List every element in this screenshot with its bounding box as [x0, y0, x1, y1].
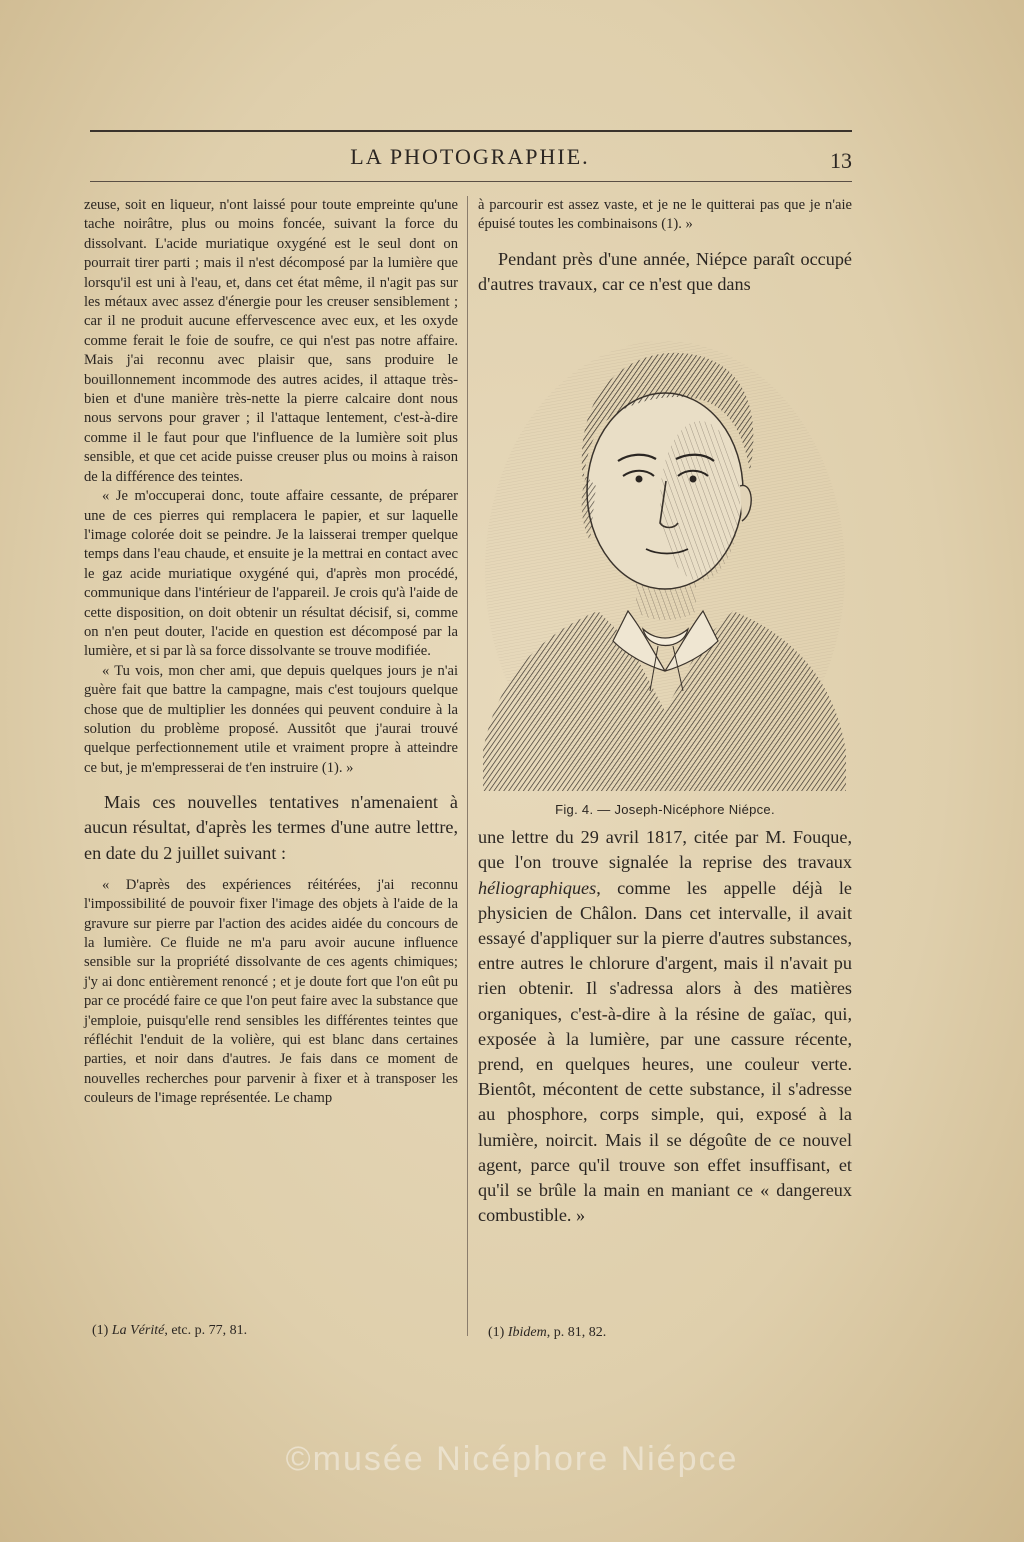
watermark: ©musée Nicéphore Niépce: [285, 1440, 739, 1478]
footnote-left-number: (1): [92, 1323, 109, 1338]
letter-paragraph-3: « Tu vois, mon cher ami, que depuis quelques jours je n'ai guère fait que battre la campagne, mais c'est toujours quelque chose que de multiplier les données qui peuvent conduire à la solution du problème proposé. Aussitôt que j'aurai trouvé quelque perfectionnement utile et vraiment propre à atteindre ce but, je m'empresserai de t'en instruire (1). »: [84, 662, 458, 776]
column-divider: [467, 196, 468, 1336]
footnote-right-ref: , p. 81, 82.: [546, 1325, 607, 1340]
left-column: [84, 196, 458, 1109]
italic-term: héliographiques: [478, 877, 597, 898]
narrative-intro: Pendant près d'une année, Niépce paraît occupé d'autres travaux, car ce n'est que dans: [478, 248, 852, 295]
header-rule: [90, 181, 852, 182]
page-number: 13: [830, 148, 852, 173]
narrative-text-start: une lettre du 29 avril 1817, citée par M. Fouque, que l'on trouve signalée la reprise des travaux: [478, 827, 852, 873]
narrative-paragraph-main: [478, 825, 852, 1228]
letter-ending: à parcourir est assez vaste, et je ne le quitterai pas que je n'aie épuisé toutes les combinaisons (1). »: [478, 197, 852, 233]
narrative-text-end: , comme les appelle déjà le physicien de Châlon. Dans cet intervalle, il avait essayé d'appliquer sur la pierre d'autres substances, entre autres le chlorure d'argent, mais il n'avait pu rien obtenir. Il s'adressa alors à des matières organiques, c'est-à-dire à la résine de gaïac, qui, exposée à la lumière, par une cassure récente, prend, en quelques heures, une couleur verte. Bientôt, mécontent de cette substance, il s'adresse au phosphore, corps simple, qui, exposé à la lumière, noircit. Mais il se dégoûte de ce nouvel agent, parce qu'il trouve son effet insuffisant, et qu'il se brûle la main en maniant ce « dangereux combustible. »: [478, 877, 852, 1226]
footnote-left: [92, 1322, 247, 1340]
footnote-left-ref: , etc. p. 77, 81.: [164, 1323, 248, 1338]
top-rule: [90, 130, 852, 132]
letter-paragraph-1: zeuse, soit en liqueur, n'ont laissé pour toute empreinte qu'une tache noirâtre, plus ou moins foncée, suivant la force du dissolvant. L'acide muriatique oxygéné est le seul dont on pourrait tirer parti ; mais il n'est décomposé par la lumière que lorsqu'il est uni à l'eau, et, dans cet état même, il n'agit pas sur les métaux avec assez d'énergie pour les creuser sensiblement ; car il ne produit aucune effervescence avec eux, et les oxyde comme ferait le foie de soufre, ce qui n'est pas notre affaire. Mais j'ai reconnu avec plaisir que, sans produire le bouillonnement incommode des autres acides, il attaque très-bien et d'une manière très-nette la pierre calcaire dont nous nous servons pour graver ; il l'attaque lentement, c'est-à-dire comme il le faut pour que l'influence de la lumière soit plus sensible, et que cet acide puisse creuser plus ou moins à raison de la différence des teintes.: [84, 197, 458, 485]
figure-caption: Fig. 4. — Joseph-Nicéphore Niépce.: [555, 802, 775, 818]
letter-paragraph-4: « D'après des expériences réitérées, j'ai reconnu l'impossibilité de pouvoir fixer l'image des objets à l'aide de la gravure sur pierre par l'action des acides aidée du concours de la lumière. Ce fluide ne m'a paru avoir aucune influence sensible sur la propriété dissolvante de ces agents chimiques; j'y ai donc entièrement renoncé ; et je doute fort que l'on eût pu par ce procédé faire ce que l'on peut faire avec la substance que j'emploie, puisqu'elle rend sensibles les différentes teintes que réfléchit l'enduit de la volière, qui est blanc dans certaines parties, et noir dans d'autres. Je fais dans ce moment de nouvelles recherches pour parvenir à fixer et à transposer les couleurs de l'image représentée. Le champ: [84, 876, 458, 1107]
footnote-right: [488, 1324, 606, 1342]
letter-paragraph-2: « Je m'occuperai donc, toute affaire cessante, de préparer une de ces pierres qui remplacera le papier, et sur laquelle l'image colorée doit se peindre. Je la laisserai tremper quelque temps dans l'eau chaude, et ensuite je la mettrai en contact avec le gaz acide muriatique oxygéné qui, d'après mon procédé, communique dans l'intérieur de l'appareil. Je crois qu'à l'aide de cette disposition, on doit obtenir un résultat décisif, si, comme on n'en peut douter, l'acide en question est décomposé par la lumière, et si par là sa force dissolvante se trouve modifiée.: [84, 488, 458, 660]
right-column: [478, 196, 852, 1228]
engraved-portrait-icon: [478, 311, 852, 818]
footnote-right-title: Ibidem: [507, 1325, 547, 1340]
running-head: LA PHOTOGRAPHIE.: [350, 144, 590, 169]
footnote-left-title: La Vérité: [111, 1323, 165, 1338]
narrative-paragraph: Mais ces nouvelles tentatives n'amenaient à aucun résultat, d'après les termes d'une autre lettre, en date du 2 juillet suivant :: [84, 792, 458, 863]
footnote-right-number: (1): [488, 1325, 505, 1340]
